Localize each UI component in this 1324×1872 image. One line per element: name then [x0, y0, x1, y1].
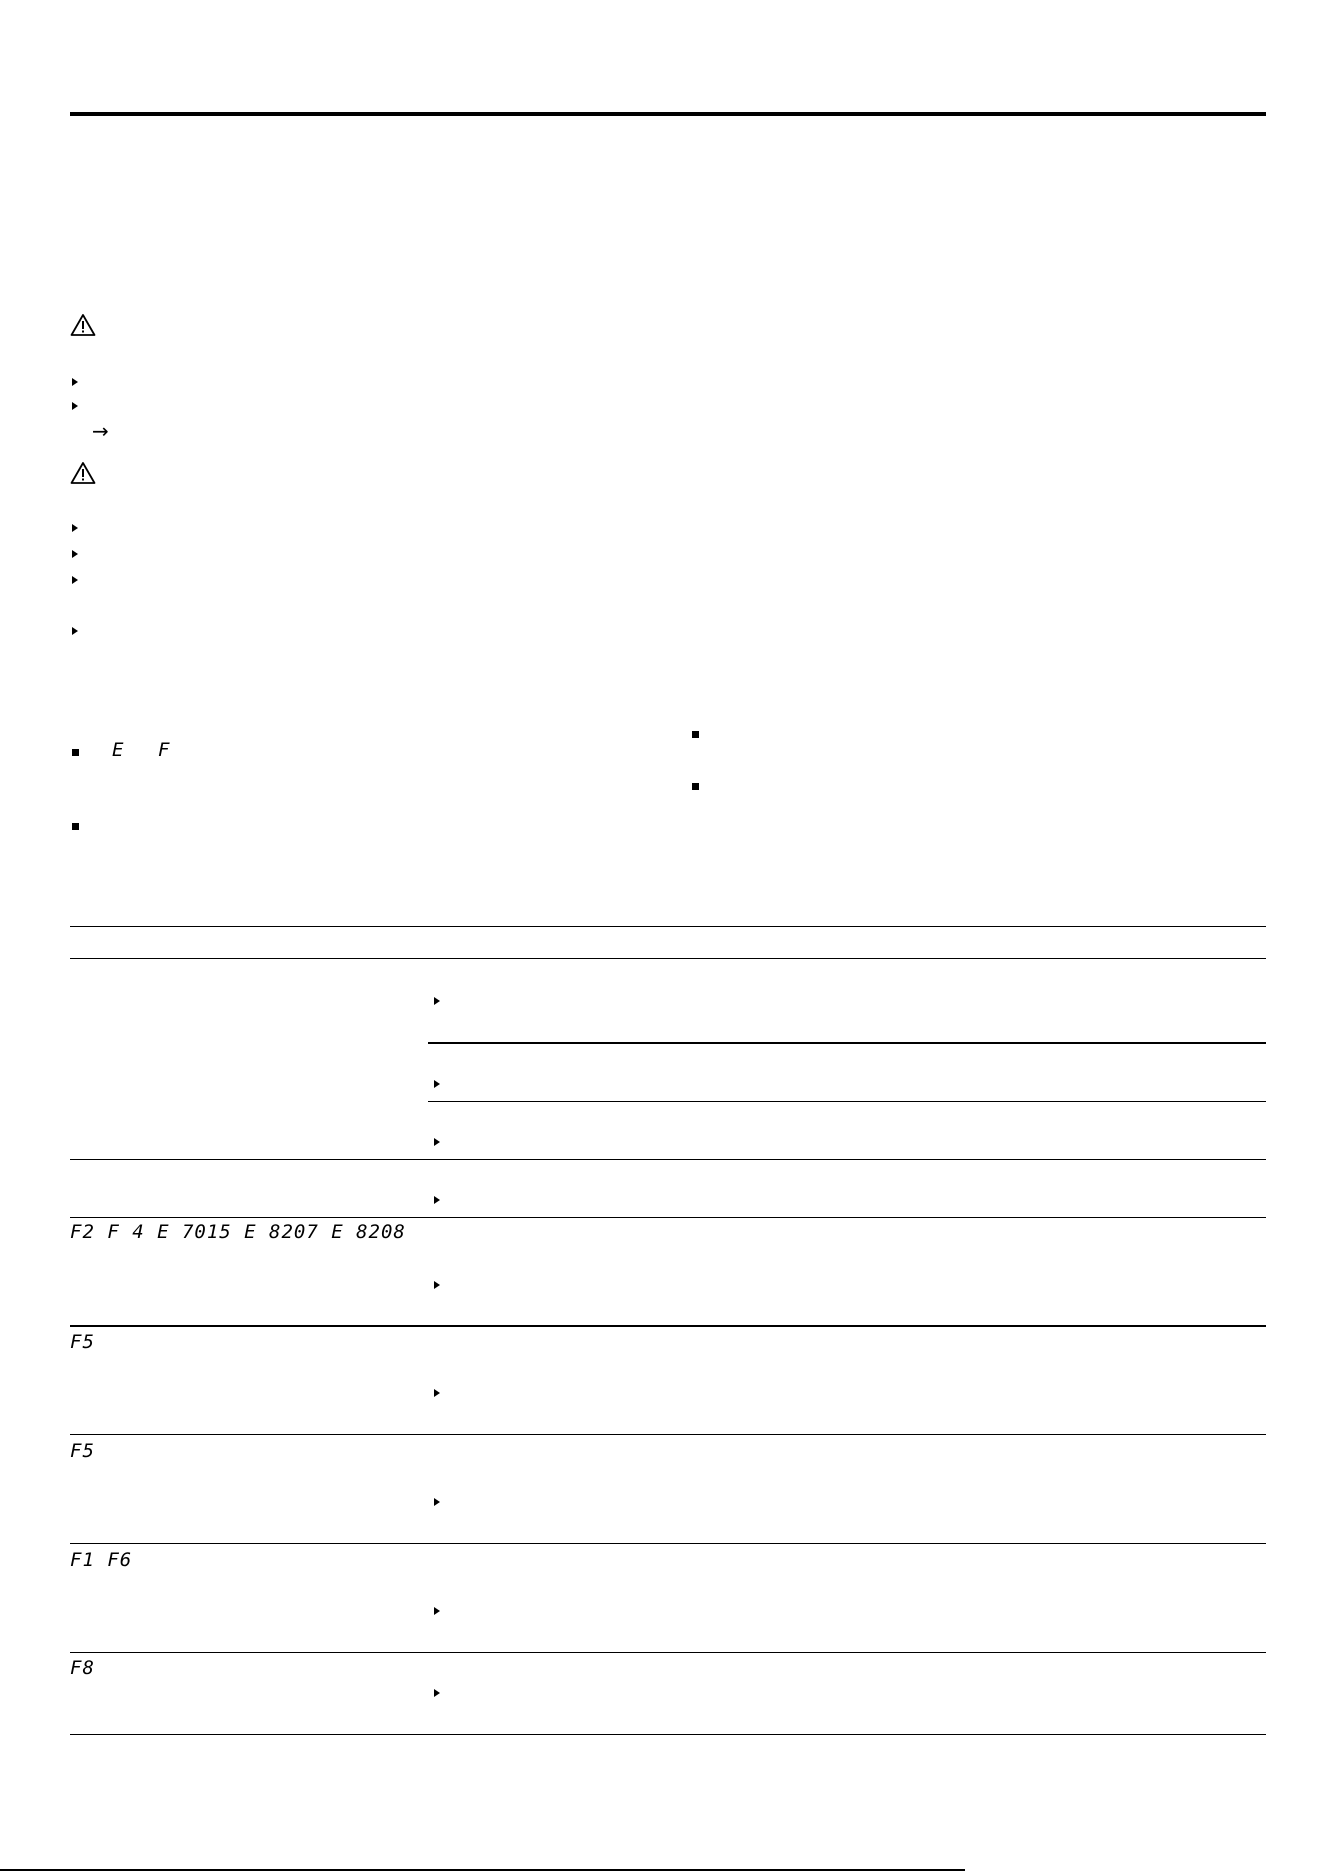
table-row-rule	[70, 1217, 1266, 1218]
table-bottom-rule	[70, 1734, 1266, 1735]
action-arrow-icon	[72, 402, 78, 410]
square-bullet-icon	[72, 749, 79, 756]
table-header-bottom-rule	[70, 958, 1266, 959]
table-row-code: F2 F 4 E 7015 E 8207 E 8208	[70, 1221, 406, 1243]
table-row-code: F5	[70, 1440, 95, 1462]
action-arrow-icon	[434, 997, 440, 1005]
top-rule	[70, 112, 1266, 116]
warning-triangle-icon	[70, 461, 96, 485]
footer-rule	[0, 1869, 965, 1871]
square-bullet-icon	[692, 783, 699, 790]
action-arrow-icon	[434, 1389, 440, 1397]
pointer-arrow-icon: →	[92, 419, 109, 443]
table-row-rule	[70, 1543, 1266, 1544]
action-arrow-icon	[72, 576, 78, 584]
action-arrow-icon	[72, 378, 78, 386]
table-row-rule	[70, 1325, 1266, 1327]
error-letter-f: F	[158, 739, 171, 761]
table-row-code: F5	[70, 1331, 95, 1353]
action-arrow-icon	[434, 1281, 440, 1289]
table-row-code: F8	[70, 1657, 95, 1679]
error-letter-e: E	[112, 739, 125, 761]
table-row-rule	[70, 1652, 1266, 1653]
action-arrow-icon	[434, 1689, 440, 1697]
table-row-rule	[70, 1159, 1266, 1160]
table-row-rule	[70, 1434, 1266, 1435]
table-subrow-rule	[428, 1101, 1266, 1102]
square-bullet-icon	[72, 823, 79, 830]
action-arrow-icon	[72, 627, 78, 635]
action-arrow-icon	[72, 524, 78, 532]
action-arrow-icon	[434, 1196, 440, 1204]
square-bullet-icon	[692, 731, 699, 738]
action-arrow-icon	[434, 1498, 440, 1506]
action-arrow-icon	[434, 1607, 440, 1615]
action-arrow-icon	[434, 1138, 440, 1146]
table-row-code: F1 F6	[70, 1549, 133, 1571]
action-arrow-icon	[434, 1080, 440, 1088]
action-arrow-icon	[72, 550, 78, 558]
table-subrow-rule	[428, 1042, 1266, 1044]
table-header-top-rule	[70, 926, 1266, 927]
warning-triangle-icon	[70, 313, 96, 337]
